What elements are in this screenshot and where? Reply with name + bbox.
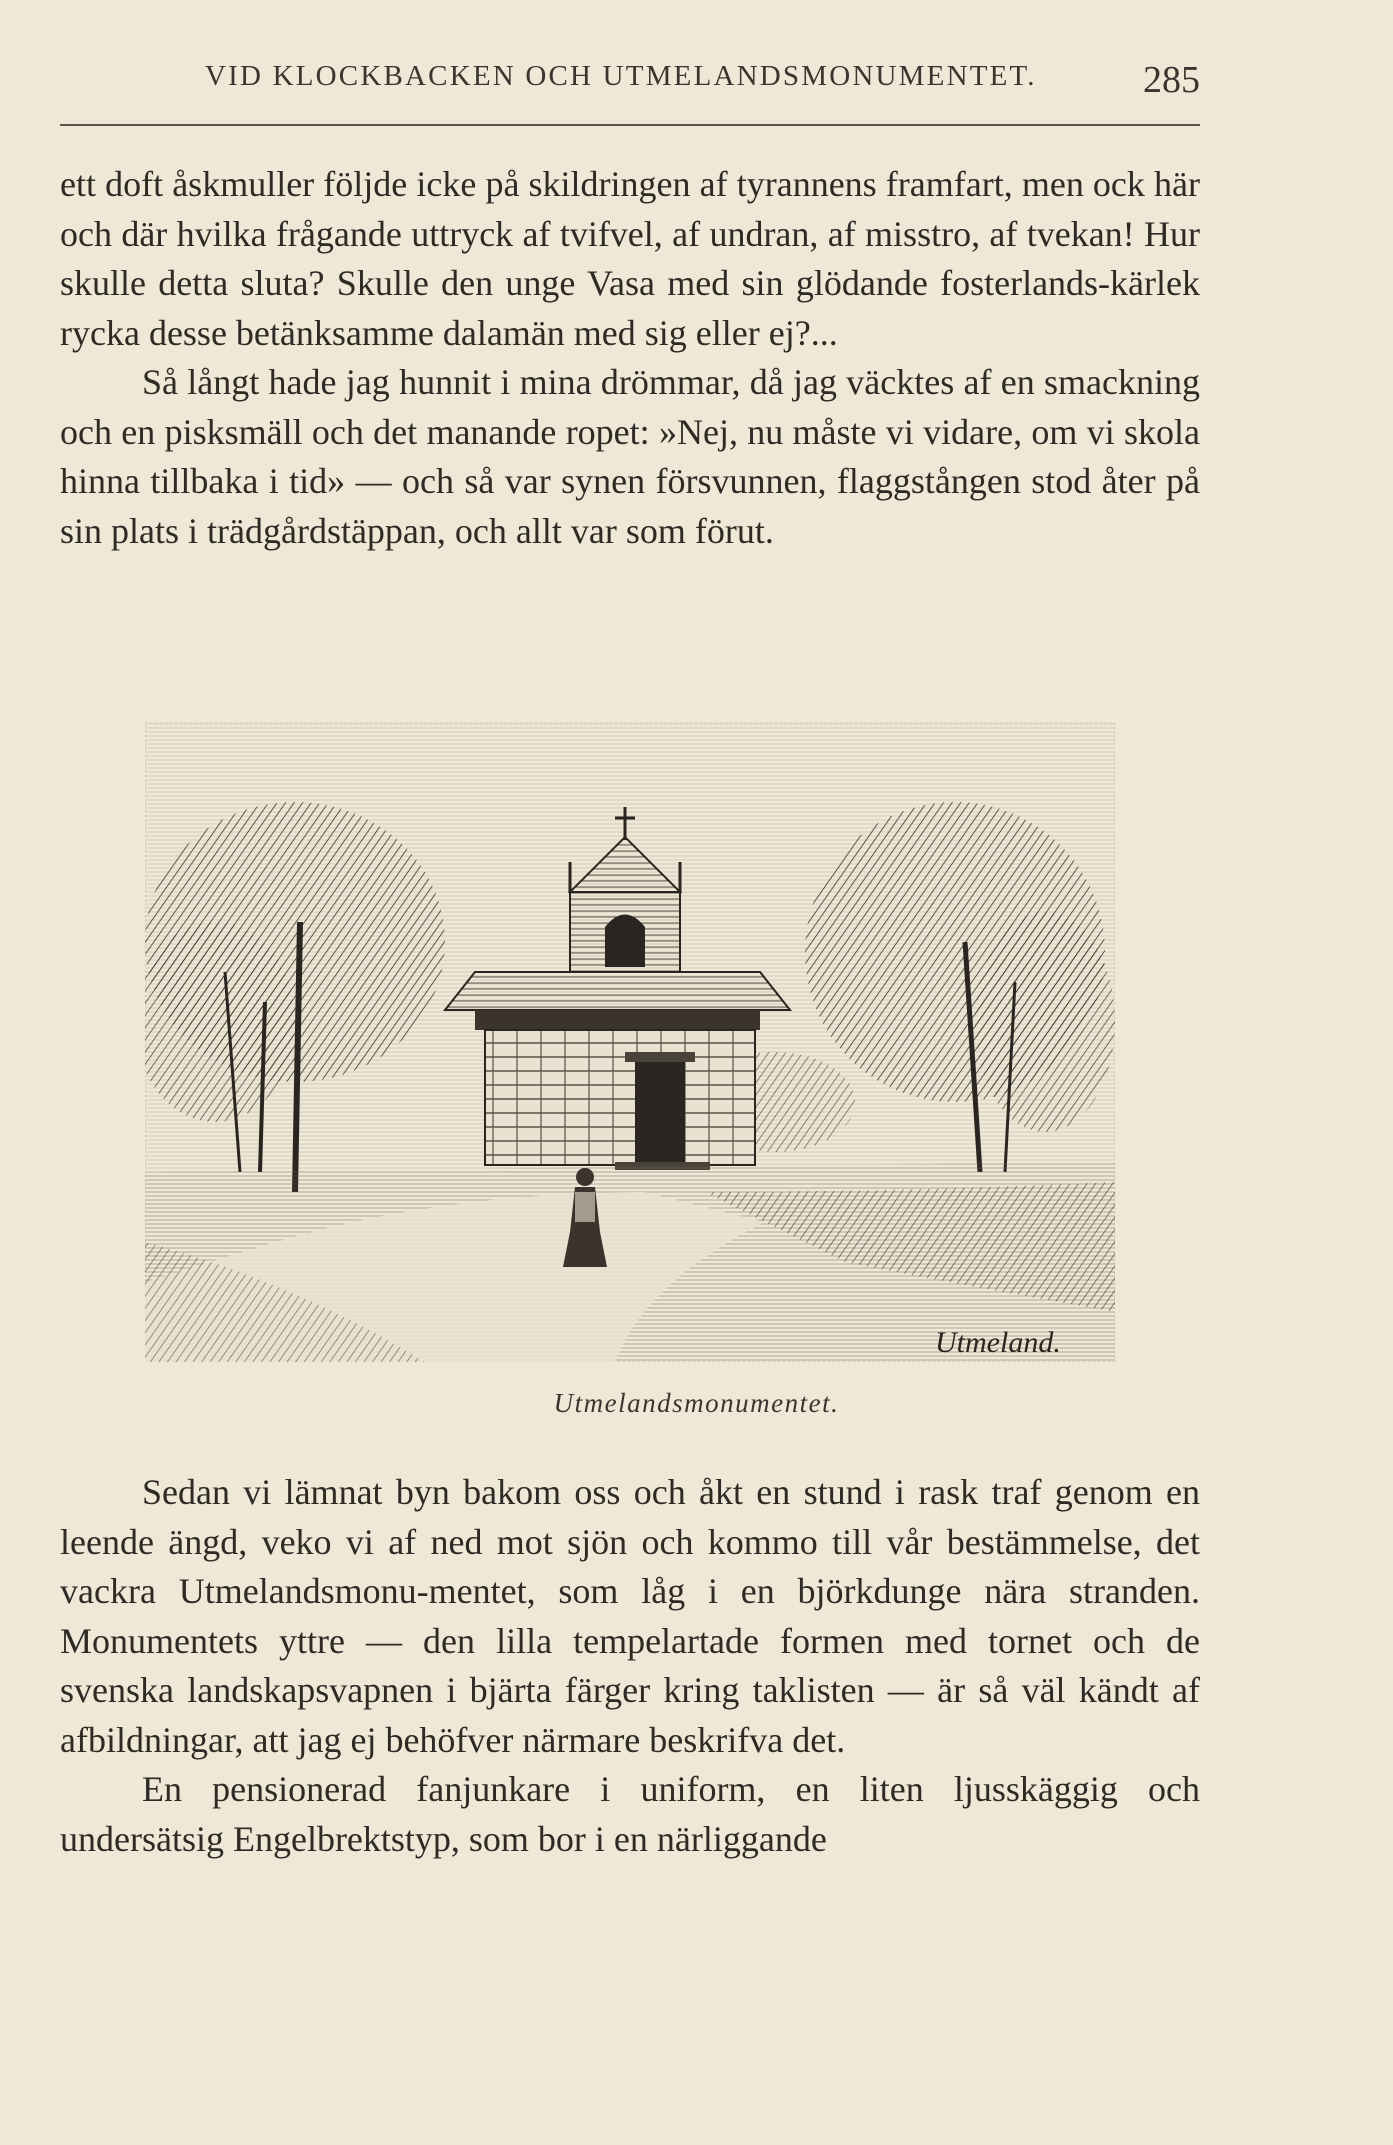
paragraph: En pensionerad fanjunkare i uniform, en liten ljusskäggig och undersätsig Engelbrektstyp, som bor i en närliggande [60, 1769, 1200, 1859]
running-head [60, 58, 1200, 108]
running-title: VID KLOCKBACKEN OCH UTMELANDSMONUMENTET. [205, 60, 1037, 92]
page-number: 285 [1143, 59, 1200, 101]
engraving-illustration [145, 722, 1115, 1362]
engraving-image [145, 722, 1115, 1362]
body-text-bottom [60, 1468, 1200, 1864]
paragraph: ett doft åskmuller följde icke på skildringen af tyrannens framfart, men ock här och där hvilka frågande uttryck af tvifvel, af undran, af misstro, af tvekan! Hur skulle detta sluta? Skulle den unge Vasa med sin glödande fosterlands-kärlek rycka desse betänksamme dalamän med sig eller ej?... [60, 164, 1200, 353]
engraver-signature: Utmeland. [935, 1326, 1061, 1359]
paragraph: Sedan vi lämnat byn bakom oss och åkt en stund i rask traf genom en leende ängd, veko vi af ned mot sjön och kommo till vår bestämmelse, det vackra Utmelandsmonu-mentet, som låg i en björkdunge nära stranden. Monumentets yttre — den lilla tempelartade formen med tornet och de svenska landskapsvapnen i bjärta färger kring taklisten — är så väl kändt af afbildningar, att jag ej behöfver närmare beskrifva det. [60, 1472, 1200, 1760]
paragraph: Så långt hade jag hunnit i mina drömmar, då jag väcktes af en smackning och en pisksmäll och det manande ropet: »Nej, nu måste vi vidare, om vi skola hinna tillbaka i tid» — och så var synen försvunnen, flaggstången stod åter på sin plats i trädgårdstäppan, och allt var som förut. [60, 362, 1200, 551]
header-rule [60, 124, 1200, 126]
body-text-top [60, 160, 1200, 556]
figure-caption: Utmelandsmonumentet. [553, 1388, 840, 1418]
